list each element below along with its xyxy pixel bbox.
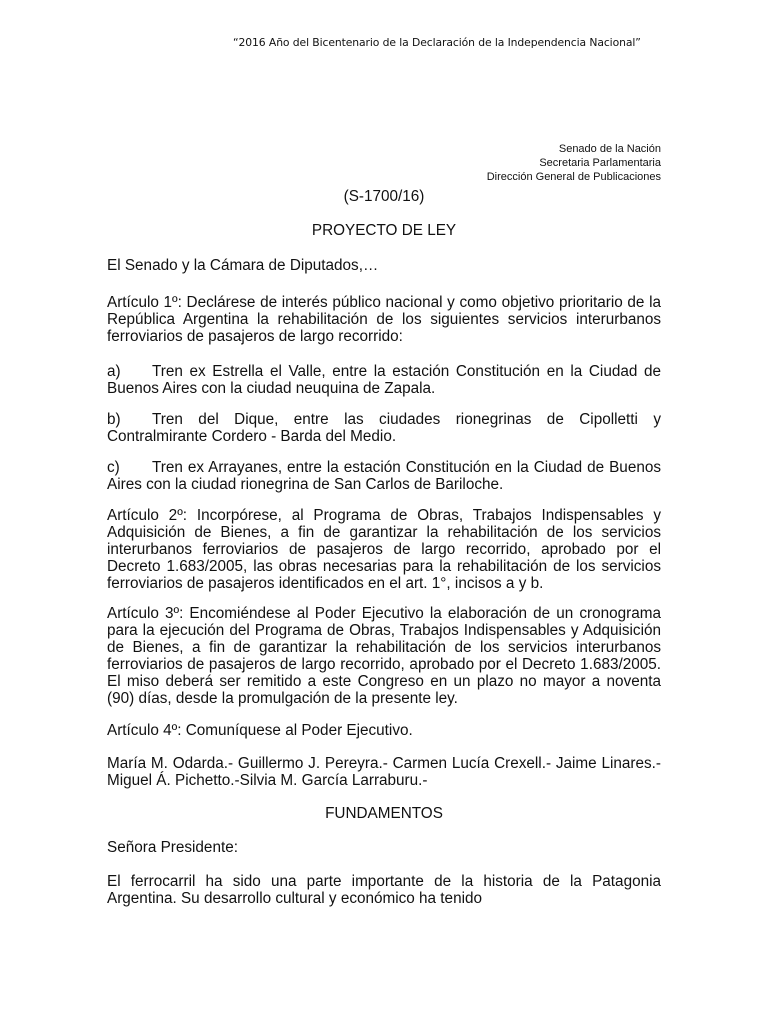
article-2: Artículo 2º: Incorpórese, al Programa de Obras, Trabajos Indispensables y Adquisición de Bienes, a fin de garantizar la rehabilitación de los servicios interurbanos ferroviarios de pasajeros de largo recorrido, aprobado por el Decreto 1.683/2005, las obras necesarias para la rehabilitación de los servicios ferroviarios de pasajeros identificados en el art. 1°, incisos a y b. [107,507,661,592]
document-body [107,188,661,907]
list-item [107,459,661,493]
list-item [107,411,661,445]
list-marker: b) [107,411,121,428]
list-item-text: Tren del Dique, entre las ciudades rionegrinas de Cipolletti y Contralmirante Cordero - Barda del Medio. [107,411,661,445]
file-number: (S-1700/16) [343,188,425,205]
list-item [107,363,661,397]
signatories: María M. Odarda.- Guillermo J. Pereyra.- Carmen Lucía Crexell.- Jaime Linares.- Miguel Á. Pichetto.-Silvia M. García Larraburu.- [107,755,661,789]
article-3: Artículo 3º: Encomiéndese al Poder Ejecutivo la elaboración de un cronograma para la ejecución del Programa de Obras, Trabajos Indispensables y Adquisición de Bienes, a fin de garantizar la rehabilitación de los servicios interurbanos ferroviarios de pasajeros de largo recorrido, aprobado por el Decreto 1.683/2005. El miso deberá ser remitido a este Congreso en un plazo no mayor a noventa (90) días, desde la promulgación de la presente ley. [107,605,661,707]
list-item-text: Tren ex Estrella el Valle, entre la estación Constitución en la Ciudad de Buenos Aires con la ciudad neuquina de Zapala. [107,363,661,397]
fundamentos-title: FUNDAMENTOS [325,805,443,822]
fundamentos-paragraph: El ferrocarril ha sido una parte importante de la historia de la Patagonia Argentina. Su desarrollo cultural y económico ha tenido [107,873,661,907]
institution-line: Senado de la Nación [558,143,661,155]
list-item-text: Tren ex Arrayanes, entre la estación Constitución en la Ciudad de Buenos Aires con la ciudad rionegrina de San Carlos de Bariloche. [107,459,661,493]
institution-line: Secretaria Parlamentaria [539,157,661,169]
article-4: Artículo 4º: Comuníquese al Poder Ejecutivo. [107,722,413,739]
list-marker: c) [107,459,120,476]
motto-header: “2016 Año del Bicentenario de la Declaración de la Independencia Nacional” [233,36,641,49]
list-marker: a) [107,363,121,380]
article-1: Artículo 1º: Declárese de interés público nacional y como objetivo prioritario de la República Argentina la rehabilitación de los siguientes servicios interurbanos ferroviarios de pasajeros de largo recorrido: [107,294,661,345]
preamble: El Senado y la Cámara de Diputados,… [107,257,379,274]
document-title: PROYECTO DE LEY [311,222,457,239]
salutation: Señora Presidente: [107,839,238,856]
institution-block [341,142,661,184]
institution-line: Dirección General de Publicaciones [486,171,661,183]
